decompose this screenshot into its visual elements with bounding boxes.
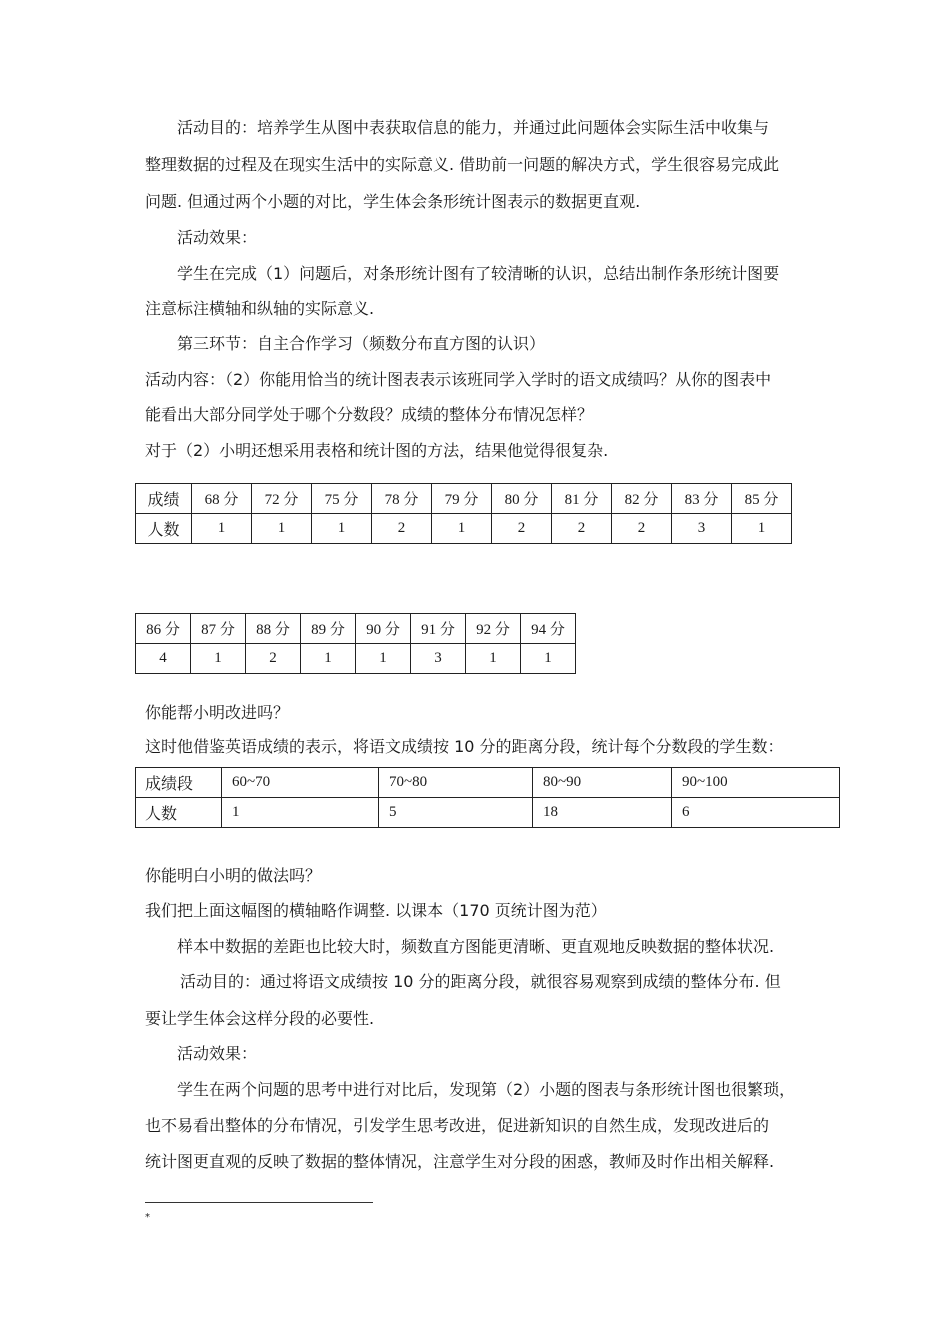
table-cell: 1 <box>356 644 411 674</box>
table-cell: 60~70 <box>222 768 379 798</box>
table-cell: 75 分 <box>312 484 372 514</box>
table-cell: 80~90 <box>533 768 672 798</box>
footnote-divider <box>145 1202 373 1203</box>
table-cell: 88 分 <box>246 614 301 644</box>
table-cell: 1 <box>301 644 356 674</box>
paragraph-line: 要让学生体会这样分段的必要性. <box>145 1009 375 1028</box>
table-cell: 86 分 <box>136 614 191 644</box>
table-cell: 89 分 <box>301 614 356 644</box>
paragraph-line: 活动效果： <box>177 228 258 247</box>
paragraph-line: 这时他借鉴英语成绩的表示，将语文成绩按 10 分的距离分段，统计每个分数段的学生数： <box>145 737 784 756</box>
table-cell: 2 <box>246 644 301 674</box>
table-cell: 80 分 <box>492 484 552 514</box>
table-cell: 2 <box>552 514 612 544</box>
table-cell: 1 <box>432 514 492 544</box>
table-row <box>136 644 576 674</box>
table-cell: 1 <box>222 798 379 828</box>
paragraph-line: 整理数据的过程及在现实生活中的实际意义. 借助前一问题的解决方式，学生很容易完成此 <box>145 155 780 174</box>
table-cell: 78 分 <box>372 484 432 514</box>
table-cell: 3 <box>672 514 732 544</box>
table-header-cell: 人数 <box>136 798 222 828</box>
table-cell: 18 <box>533 798 672 828</box>
paragraph-line: 样本中数据的差距也比较大时，频数直方图能更清晰、更直观地反映数据的整体状况. <box>177 937 775 956</box>
table-cell: 81 分 <box>552 484 612 514</box>
paragraph-line: 学生在两个问题的思考中进行对比后，发现第（2）小题的图表与条形统计图也很繁琐， <box>177 1080 796 1099</box>
paragraph-line: 活动效果： <box>177 1044 258 1063</box>
table-cell: 90 分 <box>356 614 411 644</box>
table-cell: 1 <box>192 514 252 544</box>
paragraph-line: 对于（2）小明还想采用表格和统计图的方法，结果他觉得很复杂. <box>145 441 609 460</box>
table-header-cell: 成绩段 <box>136 768 222 798</box>
table-cell: 4 <box>136 644 191 674</box>
table-cell: 87 分 <box>191 614 246 644</box>
table-header-cell: 成绩 <box>136 484 192 514</box>
paragraph-line: 你能明白小明的做法吗？ <box>145 866 322 885</box>
score-range-table <box>135 767 840 828</box>
table-cell: 70~80 <box>379 768 533 798</box>
table-row <box>136 514 792 544</box>
table-cell: 92 分 <box>466 614 521 644</box>
table-cell: 2 <box>372 514 432 544</box>
table-cell: 94 分 <box>521 614 576 644</box>
table-cell: 90~100 <box>672 768 840 798</box>
table-row <box>136 484 792 514</box>
table-cell: 82 分 <box>612 484 672 514</box>
table-cell: 1 <box>191 644 246 674</box>
table-cell: 85 分 <box>732 484 792 514</box>
score-table-2 <box>135 613 576 674</box>
table-cell: 91 分 <box>411 614 466 644</box>
paragraph-line: 问题. 但通过两个小题的对比，学生体会条形统计图表示的数据更直观. <box>145 192 641 211</box>
table-cell: 2 <box>612 514 672 544</box>
paragraph-line: 活动目的：通过将语文成绩按 10 分的距离分段，就很容易观察到成绩的整体分布. 但 <box>180 972 781 991</box>
table-cell: 1 <box>252 514 312 544</box>
table-cell: 6 <box>672 798 840 828</box>
table-row <box>136 798 840 828</box>
table-cell: 72 分 <box>252 484 312 514</box>
table-cell: 1 <box>521 644 576 674</box>
paragraph-line: 统计图更直观的反映了数据的整体情况，注意学生对分段的困惑，教师及时作出相关解释. <box>145 1152 775 1171</box>
paragraph-line: 学生在完成（1）问题后，对条形统计图有了较清晰的认识，总结出制作条形统计图要 <box>177 264 780 283</box>
table-cell: 5 <box>379 798 533 828</box>
paragraph-line: 注意标注横轴和纵轴的实际意义. <box>145 299 375 318</box>
section-heading: 第三环节：自主合作学习（频数分布直方图的认识） <box>177 334 546 353</box>
table-cell: 1 <box>732 514 792 544</box>
table-cell: 83 分 <box>672 484 732 514</box>
score-table-1 <box>135 483 792 544</box>
paragraph-line: 能看出大部分同学处于哪个分数段？成绩的整体分布情况怎样？ <box>145 405 594 424</box>
table-cell: 3 <box>411 644 466 674</box>
table-header-cell: 人数 <box>136 514 192 544</box>
paragraph-line: 活动内容：（2）你能用恰当的统计图表表示该班同学入学时的语文成绩吗？从你的图表中 <box>145 370 772 389</box>
table-row <box>136 768 840 798</box>
paragraph-line: 活动目的：培养学生从图中表获取信息的能力，并通过此问题体会实际生活中收集与 <box>177 118 770 137</box>
table-cell: 1 <box>466 644 521 674</box>
table-cell: 79 分 <box>432 484 492 514</box>
table-cell: 2 <box>492 514 552 544</box>
paragraph-line: 你能帮小明改进吗？ <box>145 703 290 722</box>
paragraph-line: 我们把上面这幅图的横轴略作调整. 以课本（170 页统计图为范） <box>145 901 607 920</box>
footnote-mark: * <box>145 1212 150 1223</box>
table-cell: 1 <box>312 514 372 544</box>
table-cell: 68 分 <box>192 484 252 514</box>
table-row <box>136 614 576 644</box>
paragraph-line: 也不易看出整体的分布情况，引发学生思考改进，促进新知识的自然生成，发现改进后的 <box>145 1116 770 1135</box>
